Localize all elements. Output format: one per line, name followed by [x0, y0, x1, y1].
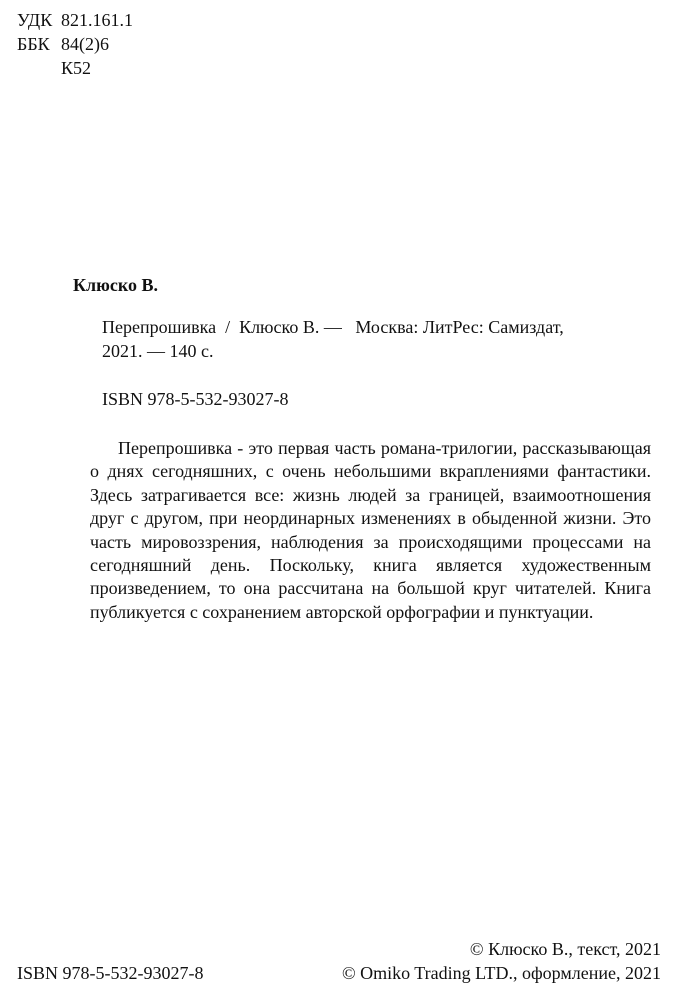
- udk-row: [17, 9, 217, 31]
- copyright-design-line: © Omiko Trading LTD., оформление, 2021: [341, 963, 661, 983]
- isbn-entry: ISBN 978-5-532-93027-8: [102, 389, 289, 409]
- udk-value: 821.161.1: [61, 10, 133, 30]
- copyright-text-line: © Клюско В., текст, 2021: [469, 939, 661, 959]
- bibliographic-entry-line-2: 2021. — 140 с.: [102, 341, 214, 361]
- author-mark: К52: [61, 58, 92, 78]
- bbk-value: 84(2)6: [61, 34, 109, 54]
- udk-label: УДК: [17, 10, 53, 30]
- bbk-label: ББК: [17, 34, 50, 54]
- author-mark-row: [17, 57, 217, 79]
- bibliographic-entry-line-1: Перепрошивка / Клюско В. — Москва: ЛитРес: Самиздат,: [102, 317, 564, 337]
- annotation-paragraph: Перепрошивка - это первая часть романа-трилогии, рассказывающая о днях сегодняшних, с очень небольшими вкраплениями фантастики. Здесь затрагивается все: жизнь людей за границей, взаимоотношения друг с другом, при неординарных изменениях в обыденной жизни. Это часть мировоззрения, наблюдения за происходящими процессами на сегодняшний день. Поскольку, книга является художественным произведением, то она рассчитана на большой круг читателей. Книга публикуется с сохранением авторской орфографии и пунктуации.: [90, 438, 651, 622]
- footer-isbn: ISBN 978-5-532-93027-8: [17, 963, 204, 983]
- bbk-row: [17, 33, 217, 55]
- author-heading: Клюско В.: [73, 275, 159, 295]
